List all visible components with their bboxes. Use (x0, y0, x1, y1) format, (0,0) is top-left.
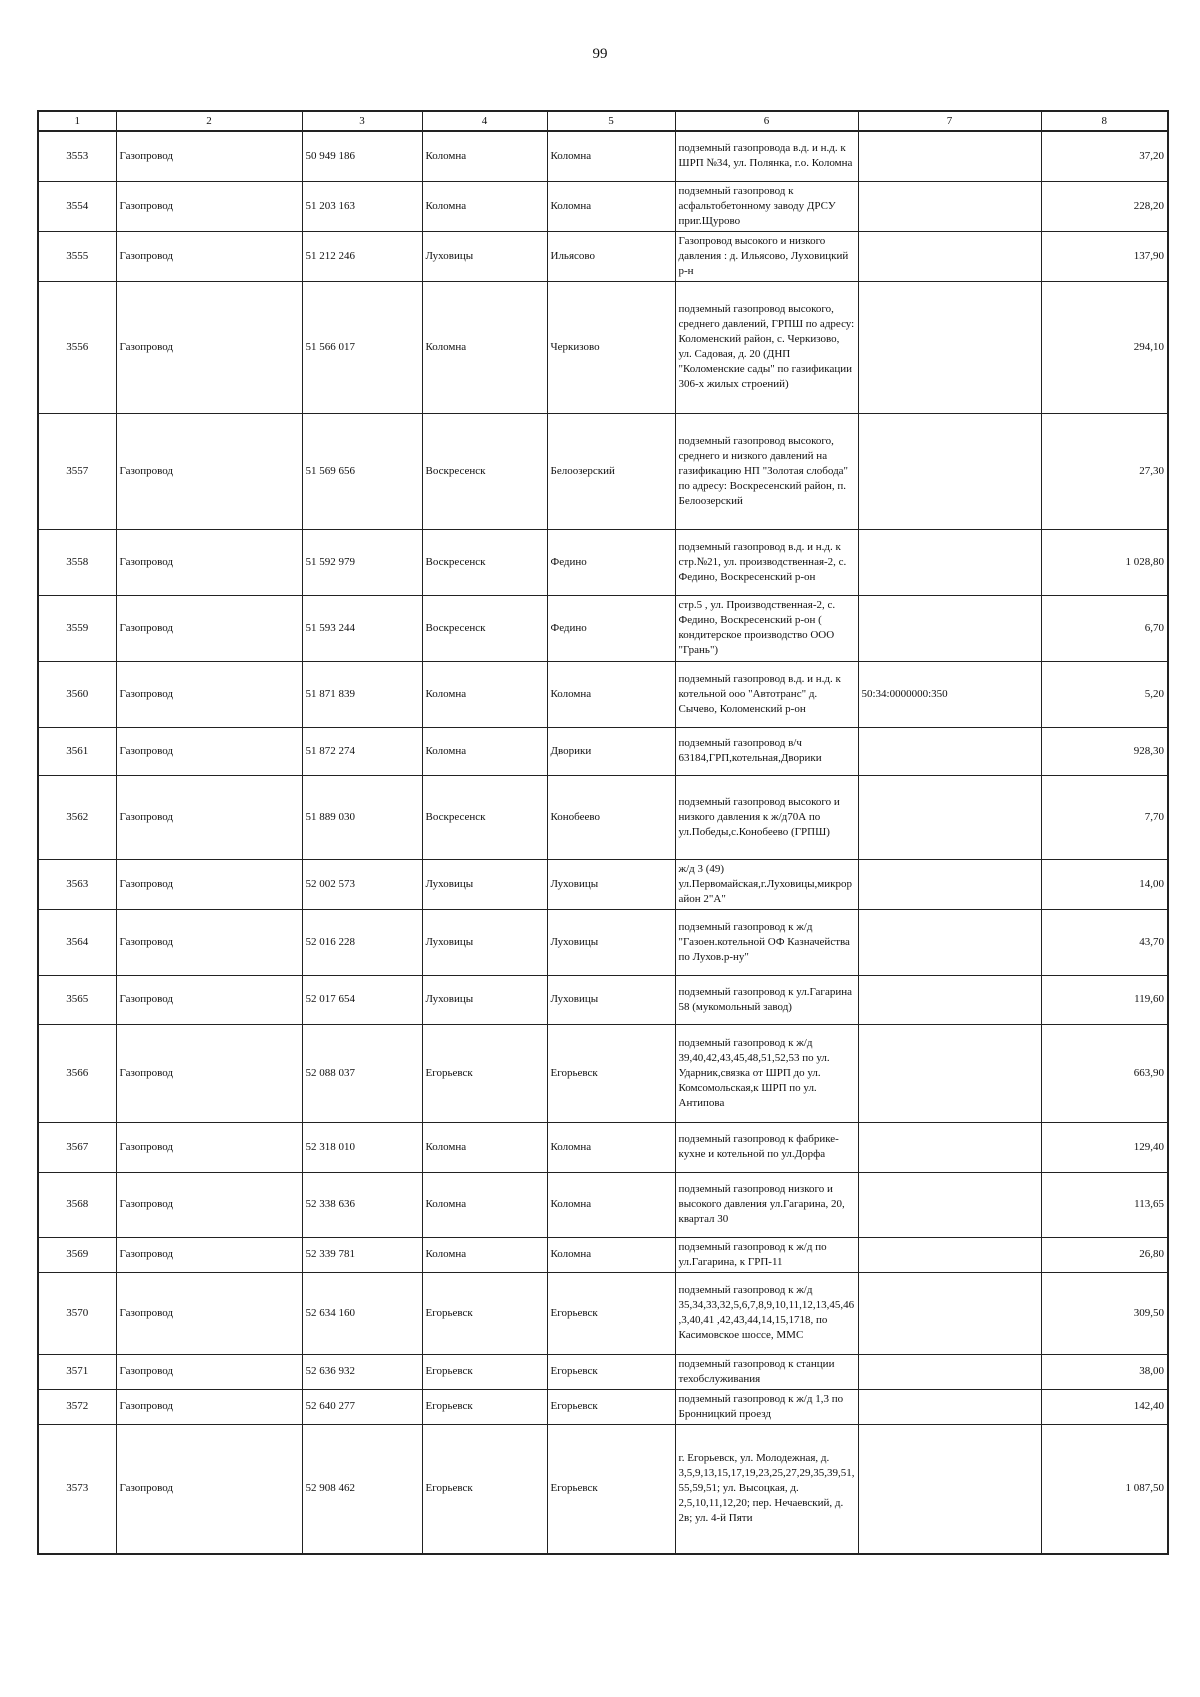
object-type-cell: Газопровод (116, 859, 302, 909)
locality-cell: Белоозерский (547, 413, 675, 529)
description-cell: подземный газопровода в.д. и н.д. к ШРП №34, ул. Полянка, г.о. Коломна (675, 131, 858, 181)
value-cell: 228,20 (1041, 181, 1168, 231)
value-cell: 1 028,80 (1041, 529, 1168, 595)
district-cell: Коломна (422, 181, 547, 231)
row-number-cell: 3560 (38, 661, 116, 727)
row-number-cell: 3554 (38, 181, 116, 231)
inventory-code-cell: 52 338 636 (302, 1172, 422, 1237)
locality-cell: Луховицы (547, 909, 675, 975)
locality-cell: Луховицы (547, 859, 675, 909)
inventory-code-cell: 52 908 462 (302, 1424, 422, 1554)
row-number-cell: 3571 (38, 1354, 116, 1389)
cadastral-number-cell: 50:34:0000000:350 (858, 661, 1041, 727)
row-number-cell: 3570 (38, 1272, 116, 1354)
district-cell: Егорьевск (422, 1354, 547, 1389)
table-row (38, 859, 1168, 909)
district-cell: Егорьевск (422, 1389, 547, 1424)
table-row (38, 1272, 1168, 1354)
row-number-cell: 3567 (38, 1122, 116, 1172)
district-cell: Коломна (422, 1122, 547, 1172)
table-row (38, 1237, 1168, 1272)
description-cell: подземный газопровод к станции техобслуживания (675, 1354, 858, 1389)
description-cell: ж/д 3 (49) ул.Первомайская,г.Луховицы,микрорайон 2"А" (675, 859, 858, 909)
value-cell: 119,60 (1041, 975, 1168, 1024)
table-row (38, 413, 1168, 529)
row-number-cell: 3557 (38, 413, 116, 529)
description-cell: Газопровод высокого и низкого давления : д. Ильясово, Луховицкий р-н (675, 231, 858, 281)
locality-cell: Коломна (547, 661, 675, 727)
description-cell: подземный газопровод к ж/д 35,34,33,32,5,6,7,8,9,10,11,12,13,45,46,3,40,41 ,42,43,44,14,15,1718, по Касимовское шоссе, ММС (675, 1272, 858, 1354)
table-row (38, 131, 1168, 181)
table-row (38, 1122, 1168, 1172)
cadastral-number-cell (858, 1024, 1041, 1122)
object-type-cell: Газопровод (116, 975, 302, 1024)
value-cell: 309,50 (1041, 1272, 1168, 1354)
district-cell: Луховицы (422, 859, 547, 909)
district-cell: Коломна (422, 1237, 547, 1272)
table-row (38, 529, 1168, 595)
value-cell: 5,20 (1041, 661, 1168, 727)
locality-cell: Егорьевск (547, 1424, 675, 1554)
table-row (38, 775, 1168, 859)
locality-cell: Коломна (547, 1122, 675, 1172)
table-row (38, 1354, 1168, 1389)
locality-cell: Коломна (547, 1172, 675, 1237)
inventory-code-cell: 51 889 030 (302, 775, 422, 859)
district-cell: Луховицы (422, 909, 547, 975)
object-type-cell: Газопровод (116, 281, 302, 413)
district-cell: Коломна (422, 727, 547, 775)
cadastral-number-cell (858, 595, 1041, 661)
description-cell: подземный газопровод в.д. и н.д. к стр.№21, ул. производственная-2, с. Федино, Воскресенский р-он (675, 529, 858, 595)
registry-table (37, 110, 1169, 1555)
value-cell: 928,30 (1041, 727, 1168, 775)
object-type-cell: Газопровод (116, 1172, 302, 1237)
cadastral-number-cell (858, 1172, 1041, 1237)
value-cell: 26,80 (1041, 1237, 1168, 1272)
inventory-code-cell: 51 212 246 (302, 231, 422, 281)
object-type-cell: Газопровод (116, 231, 302, 281)
value-cell: 137,90 (1041, 231, 1168, 281)
column-header: 1 (38, 111, 116, 131)
object-type-cell: Газопровод (116, 1354, 302, 1389)
column-header: 4 (422, 111, 547, 131)
cadastral-number-cell (858, 281, 1041, 413)
description-cell: подземный газопровод высокого, среднего давлений, ГРПШ по адресу: Коломенский район, с. Черкизово, ул. Садовая, д. 20 (ДНП "Коломенские сады" по газификации 306-х жилых строений) (675, 281, 858, 413)
value-cell: 43,70 (1041, 909, 1168, 975)
row-number-cell: 3566 (38, 1024, 116, 1122)
row-number-cell: 3569 (38, 1237, 116, 1272)
object-type-cell: Газопровод (116, 1424, 302, 1554)
value-cell: 294,10 (1041, 281, 1168, 413)
locality-cell: Луховицы (547, 975, 675, 1024)
description-cell: подземный газопровод к ж/д 1,3 по Бронницкий проезд (675, 1389, 858, 1424)
cadastral-number-cell (858, 1389, 1041, 1424)
cadastral-number-cell (858, 413, 1041, 529)
object-type-cell: Газопровод (116, 661, 302, 727)
cadastral-number-cell (858, 231, 1041, 281)
locality-cell: Дворики (547, 727, 675, 775)
object-type-cell: Газопровод (116, 181, 302, 231)
cadastral-number-cell (858, 1354, 1041, 1389)
description-cell: подземный газопровод высокого и низкого давления к ж/д70А по ул.Победы,с.Конобеево (ГРПШ) (675, 775, 858, 859)
locality-cell: Федино (547, 595, 675, 661)
object-type-cell: Газопровод (116, 1122, 302, 1172)
value-cell: 14,00 (1041, 859, 1168, 909)
row-number-cell: 3573 (38, 1424, 116, 1554)
district-cell: Егорьевск (422, 1272, 547, 1354)
value-cell: 38,00 (1041, 1354, 1168, 1389)
value-cell: 6,70 (1041, 595, 1168, 661)
cadastral-number-cell (858, 775, 1041, 859)
value-cell: 142,40 (1041, 1389, 1168, 1424)
row-number-cell: 3553 (38, 131, 116, 181)
inventory-code-cell: 52 088 037 (302, 1024, 422, 1122)
object-type-cell: Газопровод (116, 131, 302, 181)
cadastral-number-cell (858, 1122, 1041, 1172)
table-row (38, 727, 1168, 775)
column-header: 3 (302, 111, 422, 131)
cadastral-number-cell (858, 909, 1041, 975)
inventory-code-cell: 52 636 932 (302, 1354, 422, 1389)
cadastral-number-cell (858, 727, 1041, 775)
district-cell: Егорьевск (422, 1024, 547, 1122)
table-row (38, 975, 1168, 1024)
object-type-cell: Газопровод (116, 1237, 302, 1272)
description-cell: г. Егорьевск, ул. Молодежная, д. 3,5,9,13,15,17,19,23,25,27,29,35,39,51,55,59,51; ул. Высоцкая, д. 2,5,10,11,12,20; пер. Нечаевский, д. 2в; ул. 4-й Пяти (675, 1424, 858, 1554)
locality-cell: Федино (547, 529, 675, 595)
header-row (38, 111, 1168, 131)
description-cell: подземный газопровод высокого, среднего и низкого давлений на газификацию НП "Золотая слобода" по адресу: Воскресенский район, п. Белоозерский (675, 413, 858, 529)
object-type-cell: Газопровод (116, 529, 302, 595)
table-row (38, 1389, 1168, 1424)
district-cell: Воскресенск (422, 595, 547, 661)
column-header: 7 (858, 111, 1041, 131)
column-header: 5 (547, 111, 675, 131)
cadastral-number-cell (858, 975, 1041, 1024)
locality-cell: Егорьевск (547, 1354, 675, 1389)
description-cell: стр.5 , ул. Производственная-2, с. Федино, Воскресенский р-он ( кондитерское производство ООО "Грань") (675, 595, 858, 661)
cadastral-number-cell (858, 529, 1041, 595)
description-cell: подземный газопровод к асфальтобетонному заводу ДРСУ приг.Щурово (675, 181, 858, 231)
inventory-code-cell: 51 566 017 (302, 281, 422, 413)
table-row (38, 231, 1168, 281)
object-type-cell: Газопровод (116, 1272, 302, 1354)
cadastral-number-cell (858, 131, 1041, 181)
row-number-cell: 3562 (38, 775, 116, 859)
inventory-code-cell: 52 339 781 (302, 1237, 422, 1272)
table-row (38, 1172, 1168, 1237)
district-cell: Егорьевск (422, 1424, 547, 1554)
table-row (38, 181, 1168, 231)
district-cell: Коломна (422, 281, 547, 413)
row-number-cell: 3556 (38, 281, 116, 413)
row-number-cell: 3572 (38, 1389, 116, 1424)
district-cell: Воскресенск (422, 413, 547, 529)
inventory-code-cell: 51 569 656 (302, 413, 422, 529)
value-cell: 113,65 (1041, 1172, 1168, 1237)
inventory-code-cell: 51 592 979 (302, 529, 422, 595)
cadastral-number-cell (858, 1424, 1041, 1554)
locality-cell: Ильясово (547, 231, 675, 281)
cadastral-number-cell (858, 1237, 1041, 1272)
description-cell: подземный газопровод к ж/д "Газоен.котельной ОФ Казначейства по Лухов.р-ну" (675, 909, 858, 975)
value-cell: 663,90 (1041, 1024, 1168, 1122)
table-row (38, 281, 1168, 413)
object-type-cell: Газопровод (116, 909, 302, 975)
district-cell: Воскресенск (422, 529, 547, 595)
row-number-cell: 3558 (38, 529, 116, 595)
locality-cell: Коломна (547, 131, 675, 181)
row-number-cell: 3561 (38, 727, 116, 775)
object-type-cell: Газопровод (116, 595, 302, 661)
column-header: 6 (675, 111, 858, 131)
inventory-code-cell: 52 634 160 (302, 1272, 422, 1354)
row-number-cell: 3559 (38, 595, 116, 661)
district-cell: Воскресенск (422, 775, 547, 859)
value-cell: 27,30 (1041, 413, 1168, 529)
cadastral-number-cell (858, 1272, 1041, 1354)
object-type-cell: Газопровод (116, 775, 302, 859)
inventory-code-cell: 51 871 839 (302, 661, 422, 727)
table-row (38, 909, 1168, 975)
cadastral-number-cell (858, 859, 1041, 909)
table-row (38, 661, 1168, 727)
locality-cell: Конобеево (547, 775, 675, 859)
object-type-cell: Газопровод (116, 727, 302, 775)
column-header: 2 (116, 111, 302, 131)
inventory-code-cell: 52 640 277 (302, 1389, 422, 1424)
description-cell: подземный газопровод к фабрике-кухне и котельной по ул.Дорфа (675, 1122, 858, 1172)
description-cell: подземный газопровод к ул.Гагарина 58 (мукомольный завод) (675, 975, 858, 1024)
description-cell: подземный газопровод к ж/д по ул.Гагарина, к ГРП-11 (675, 1237, 858, 1272)
table-row (38, 1024, 1168, 1122)
column-header: 8 (1041, 111, 1168, 131)
description-cell: подземный газопровод к ж/д 39,40,42,43,45,48,51,52,53 по ул. Ударник,связка от ШРП до ул. Комсомольская,к ШРП по ул. Антипова (675, 1024, 858, 1122)
value-cell: 37,20 (1041, 131, 1168, 181)
inventory-code-cell: 51 872 274 (302, 727, 422, 775)
inventory-code-cell: 52 017 654 (302, 975, 422, 1024)
inventory-code-cell: 52 002 573 (302, 859, 422, 909)
district-cell: Луховицы (422, 231, 547, 281)
value-cell: 7,70 (1041, 775, 1168, 859)
page-number: 99 (592, 46, 608, 62)
value-cell: 1 087,50 (1041, 1424, 1168, 1554)
inventory-code-cell: 52 016 228 (302, 909, 422, 975)
inventory-code-cell: 51 593 244 (302, 595, 422, 661)
locality-cell: Черкизово (547, 281, 675, 413)
object-type-cell: Газопровод (116, 413, 302, 529)
row-number-cell: 3563 (38, 859, 116, 909)
description-cell: подземный газопровод в.д. и н.д. к котельной ооо "Автотранс" д. Сычево, Коломенский р-он (675, 661, 858, 727)
table-row (38, 1424, 1168, 1554)
description-cell: подземный газопровод низкого и высокого давления ул.Гагарина, 20, квартал 30 (675, 1172, 858, 1237)
object-type-cell: Газопровод (116, 1024, 302, 1122)
row-number-cell: 3555 (38, 231, 116, 281)
locality-cell: Коломна (547, 1237, 675, 1272)
district-cell: Коломна (422, 661, 547, 727)
locality-cell: Егорьевск (547, 1389, 675, 1424)
district-cell: Коломна (422, 131, 547, 181)
row-number-cell: 3565 (38, 975, 116, 1024)
inventory-code-cell: 50 949 186 (302, 131, 422, 181)
row-number-cell: 3568 (38, 1172, 116, 1237)
district-cell: Коломна (422, 1172, 547, 1237)
inventory-code-cell: 51 203 163 (302, 181, 422, 231)
locality-cell: Егорьевск (547, 1024, 675, 1122)
district-cell: Луховицы (422, 975, 547, 1024)
table-row (38, 595, 1168, 661)
value-cell: 129,40 (1041, 1122, 1168, 1172)
inventory-code-cell: 52 318 010 (302, 1122, 422, 1172)
row-number-cell: 3564 (38, 909, 116, 975)
locality-cell: Егорьевск (547, 1272, 675, 1354)
object-type-cell: Газопровод (116, 1389, 302, 1424)
description-cell: подземный газопровод в/ч 63184,ГРП,котельная,Дворики (675, 727, 858, 775)
locality-cell: Коломна (547, 181, 675, 231)
cadastral-number-cell (858, 181, 1041, 231)
